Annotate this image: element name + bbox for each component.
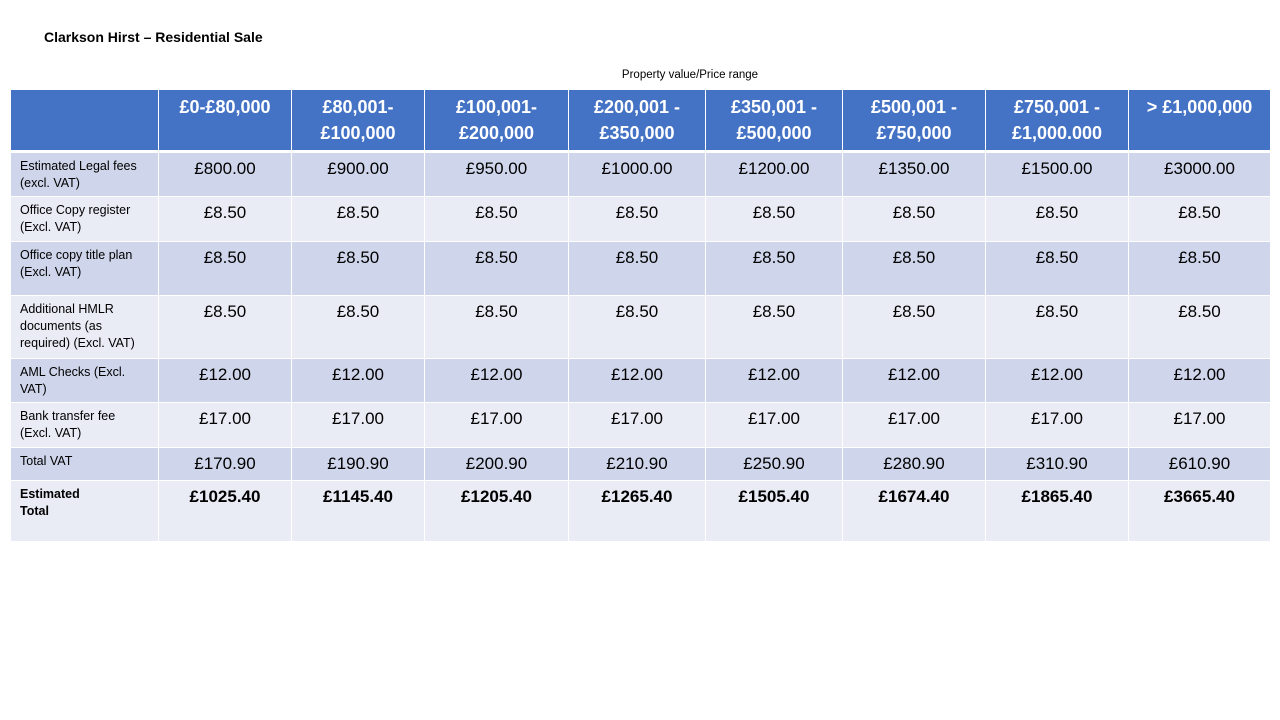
fee-cell: £8.50 xyxy=(569,242,706,296)
fee-cell: £17.00 xyxy=(292,403,425,448)
table-row xyxy=(11,242,1271,296)
total-cell: £3665.40 xyxy=(1129,481,1271,542)
table-caption: Property value/Price range xyxy=(621,69,759,81)
row-label: Additional HMLR documents (as required) (Excl. VAT) xyxy=(11,296,159,359)
fee-cell: £8.50 xyxy=(569,296,706,359)
fee-cell: £17.00 xyxy=(1129,403,1271,448)
fee-cell: £8.50 xyxy=(1129,242,1271,296)
fee-cell: £8.50 xyxy=(425,197,569,242)
fee-cell: £12.00 xyxy=(569,359,706,403)
total-cell: £1145.40 xyxy=(292,481,425,542)
table-row xyxy=(11,152,1271,197)
header-corner-cell xyxy=(11,90,159,152)
fee-cell: £900.00 xyxy=(292,152,425,197)
fee-cell: £8.50 xyxy=(706,242,843,296)
fee-cell: £310.90 xyxy=(986,448,1129,481)
fee-cell: £12.00 xyxy=(986,359,1129,403)
table-row xyxy=(11,448,1271,481)
fee-cell: £12.00 xyxy=(425,359,569,403)
row-label: Estimated Legal fees (excl. VAT) xyxy=(11,152,159,197)
fee-cell: £8.50 xyxy=(292,242,425,296)
fee-cell: £8.50 xyxy=(706,197,843,242)
fee-cell: £8.50 xyxy=(425,242,569,296)
fee-cell: £280.90 xyxy=(843,448,986,481)
fee-cell: £3000.00 xyxy=(1129,152,1271,197)
fee-cell: £200.90 xyxy=(425,448,569,481)
fee-cell: £190.90 xyxy=(292,448,425,481)
header-cell: £750,001 - £1,000.000 xyxy=(986,90,1129,152)
row-label: Total VAT xyxy=(11,448,159,481)
fees-table xyxy=(10,89,1271,542)
row-label: Office copy title plan (Excl. VAT) xyxy=(11,242,159,296)
page-title: Clarkson Hirst – Residential Sale xyxy=(44,29,263,45)
fee-cell: £17.00 xyxy=(159,403,292,448)
total-row xyxy=(11,481,1271,542)
header-cell: £500,001 - £750,000 xyxy=(843,90,986,152)
fee-cell: £8.50 xyxy=(986,197,1129,242)
fee-cell: £8.50 xyxy=(292,296,425,359)
fee-cell: £12.00 xyxy=(706,359,843,403)
fee-cell: £12.00 xyxy=(1129,359,1271,403)
fee-cell: £210.90 xyxy=(569,448,706,481)
fee-cell: £8.50 xyxy=(986,296,1129,359)
fee-cell: £800.00 xyxy=(159,152,292,197)
fee-cell: £8.50 xyxy=(986,242,1129,296)
fee-cell: £8.50 xyxy=(569,197,706,242)
total-cell: £1265.40 xyxy=(569,481,706,542)
row-label: AML Checks (Excl. VAT) xyxy=(11,359,159,403)
total-label: Estimated Total xyxy=(11,481,159,542)
fee-cell: £8.50 xyxy=(159,296,292,359)
fee-cell: £1000.00 xyxy=(569,152,706,197)
row-label: Office Copy register (Excl. VAT) xyxy=(11,197,159,242)
fee-cell: £170.90 xyxy=(159,448,292,481)
table-row xyxy=(11,359,1271,403)
fee-cell: £8.50 xyxy=(843,197,986,242)
fee-cell: £12.00 xyxy=(292,359,425,403)
total-cell: £1865.40 xyxy=(986,481,1129,542)
header-cell: £0-£80,000 xyxy=(159,90,292,152)
fee-cell: £17.00 xyxy=(843,403,986,448)
header-cell: > £1,000,000 xyxy=(1129,90,1271,152)
table-row xyxy=(11,296,1271,359)
fee-cell: £1350.00 xyxy=(843,152,986,197)
fee-cell: £17.00 xyxy=(986,403,1129,448)
fee-cell: £8.50 xyxy=(706,296,843,359)
fee-cell: £8.50 xyxy=(1129,197,1271,242)
fee-cell: £12.00 xyxy=(159,359,292,403)
table-row xyxy=(11,403,1271,448)
fee-cell: £8.50 xyxy=(159,197,292,242)
fee-cell: £8.50 xyxy=(292,197,425,242)
fee-cell: £950.00 xyxy=(425,152,569,197)
fee-cell: £1500.00 xyxy=(986,152,1129,197)
header-cell: £100,001- £200,000 xyxy=(425,90,569,152)
fee-cell: £1200.00 xyxy=(706,152,843,197)
fee-cell: £8.50 xyxy=(843,242,986,296)
header-cell: £80,001- £100,000 xyxy=(292,90,425,152)
table-row xyxy=(11,197,1271,242)
fee-cell: £610.90 xyxy=(1129,448,1271,481)
total-cell: £1505.40 xyxy=(706,481,843,542)
row-label: Bank transfer fee (Excl. VAT) xyxy=(11,403,159,448)
fee-cell: £8.50 xyxy=(159,242,292,296)
fee-cell: £8.50 xyxy=(843,296,986,359)
fee-cell: £17.00 xyxy=(569,403,706,448)
total-cell: £1674.40 xyxy=(843,481,986,542)
fee-cell: £17.00 xyxy=(425,403,569,448)
fee-cell: £8.50 xyxy=(1129,296,1271,359)
fee-cell: £12.00 xyxy=(843,359,986,403)
header-row xyxy=(11,90,1271,152)
fee-cell: £250.90 xyxy=(706,448,843,481)
total-cell: £1205.40 xyxy=(425,481,569,542)
fee-cell: £8.50 xyxy=(425,296,569,359)
header-cell: £200,001 - £350,000 xyxy=(569,90,706,152)
total-cell: £1025.40 xyxy=(159,481,292,542)
header-cell: £350,001 - £500,000 xyxy=(706,90,843,152)
fee-cell: £17.00 xyxy=(706,403,843,448)
